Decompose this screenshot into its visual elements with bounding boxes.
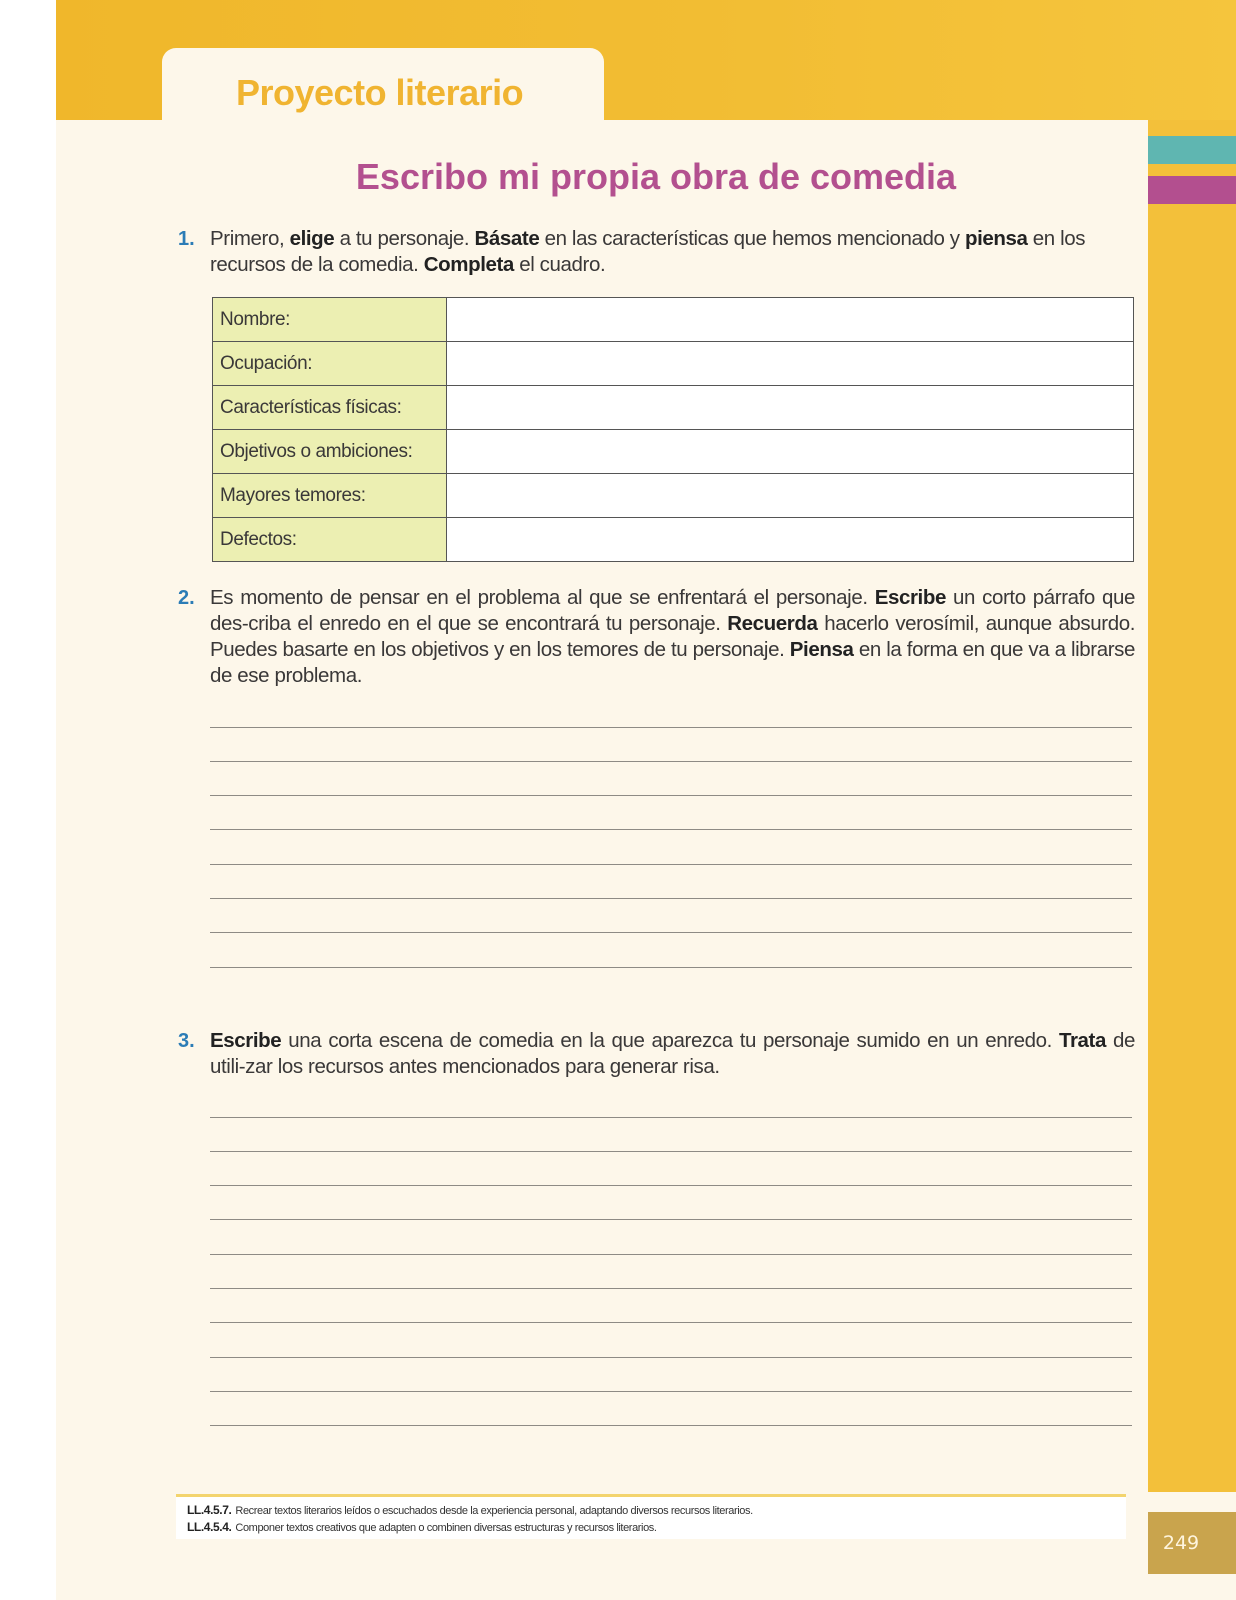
question-number-3: 3.	[178, 1030, 195, 1052]
answer-field[interactable]	[447, 518, 1134, 562]
writing-line[interactable]	[210, 1322, 1132, 1323]
table-row	[213, 518, 1134, 562]
question-3-text: Escribe una corta escena de comedia en la que aparezca tu personaje sumido en un enredo. Trata de utili-zar los recursos antes mencionados para generar risa.	[210, 1029, 1135, 1078]
question-number-1: 1.	[178, 228, 195, 250]
writing-line[interactable]	[210, 1151, 1132, 1152]
writing-line[interactable]	[210, 1117, 1132, 1118]
row-label: Ocupación:	[213, 342, 447, 386]
writing-line[interactable]	[210, 1185, 1132, 1186]
writing-line[interactable]	[210, 795, 1132, 796]
answer-field[interactable]	[447, 298, 1134, 342]
writing-line[interactable]	[210, 864, 1132, 865]
page-title: Escribo mi propia obra de comedia	[355, 156, 957, 197]
section-title: Proyecto literario	[236, 72, 524, 113]
table-row	[213, 342, 1134, 386]
side-band	[1148, 120, 1236, 1492]
writing-line[interactable]	[210, 761, 1132, 762]
row-label: Características físicas:	[213, 386, 447, 430]
row-label: Mayores temores:	[213, 474, 447, 518]
writing-line[interactable]	[210, 1425, 1132, 1426]
footer-skill-2: LL.4.5.4. Componer textos creativos que adapten o combinen diversas estructuras y recursos literarios.	[187, 1520, 657, 1534]
writing-line[interactable]	[210, 727, 1132, 728]
page-number: 249	[1148, 1512, 1236, 1574]
answer-field[interactable]	[447, 474, 1134, 518]
answer-field[interactable]	[447, 386, 1134, 430]
question-1-text: Primero, elige a tu personaje. Básate en las características que hemos mencionado y piensa en los recursos de la comedia. Completa el cuadro.	[210, 227, 1086, 276]
row-label: Nombre:	[213, 298, 447, 342]
writing-line[interactable]	[210, 1288, 1132, 1289]
writing-line[interactable]	[210, 967, 1132, 968]
writing-line[interactable]	[210, 898, 1132, 899]
answer-field[interactable]	[447, 342, 1134, 386]
row-label: Defectos:	[213, 518, 447, 562]
answer-field[interactable]	[447, 430, 1134, 474]
table-row	[213, 298, 1134, 342]
table-row	[213, 474, 1134, 518]
character-table	[212, 297, 1134, 562]
writing-line[interactable]	[210, 829, 1132, 830]
footer-skill-1: LL.4.5.7. Recrear textos literarios leídos o escuchados desde la experiencia personal, adaptando diversos recursos literarios.	[187, 1503, 753, 1517]
table-row	[213, 386, 1134, 430]
writing-line[interactable]	[210, 1391, 1132, 1392]
writing-line[interactable]	[210, 1219, 1132, 1220]
table-row	[213, 430, 1134, 474]
row-label: Objetivos o ambiciones:	[213, 430, 447, 474]
writing-line[interactable]	[210, 1254, 1132, 1255]
question-number-2: 2.	[178, 587, 195, 609]
writing-line[interactable]	[210, 1357, 1132, 1358]
writing-line[interactable]	[210, 932, 1132, 933]
question-2-text: Es momento de pensar en el problema al que se enfrentará el personaje. Escribe un corto párrafo que des-criba el enredo en el que se encontrará tu personaje. Recuerda hacerlo verosímil, aunque absurdo. Puedes basarte en los objetivos y en los temores de tu personaje. Piensa en la forma en que va a librarse de ese problema.	[210, 586, 1135, 687]
